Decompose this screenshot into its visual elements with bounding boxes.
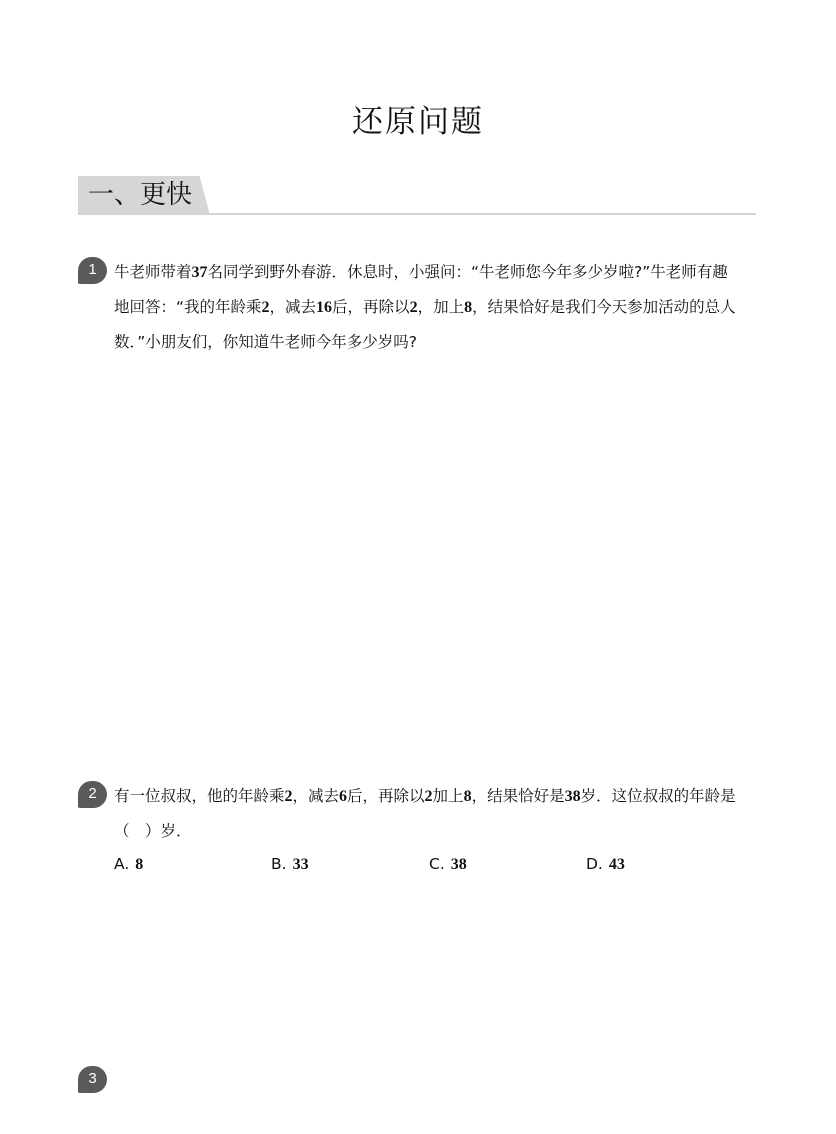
question-number-badge: 3 (78, 1066, 107, 1093)
option-d[interactable]: D. 43 (586, 855, 625, 873)
section-heading: 一、更快 (88, 180, 193, 210)
question-2-text: 有一位叔叔，他的年龄乘2，减去6后，再除以2加上8，结果恰好是38岁．这位叔叔的年龄是（ ）岁． (114, 787, 736, 840)
question-1-text: 牛老师带着37名同学到野外春游．休息时，小强问：“牛老师您今年多少岁啦?”牛老师有趣地回答：“我的年龄乘2，减去16后，再除以2，加上8，结果恰好是我们今天参加活动的总人数．”小朋友们，你知道牛老师今年多少岁吗? (114, 263, 736, 351)
page-title: 还原问题 (352, 104, 484, 140)
option-c[interactable]: C. 38 (429, 855, 467, 873)
option-a[interactable]: A. 8 (114, 855, 144, 873)
question-number-badge: 2 (78, 781, 107, 808)
section-divider (78, 213, 756, 215)
option-b[interactable]: B. 33 (271, 855, 309, 873)
question-number-badge: 1 (78, 257, 107, 284)
